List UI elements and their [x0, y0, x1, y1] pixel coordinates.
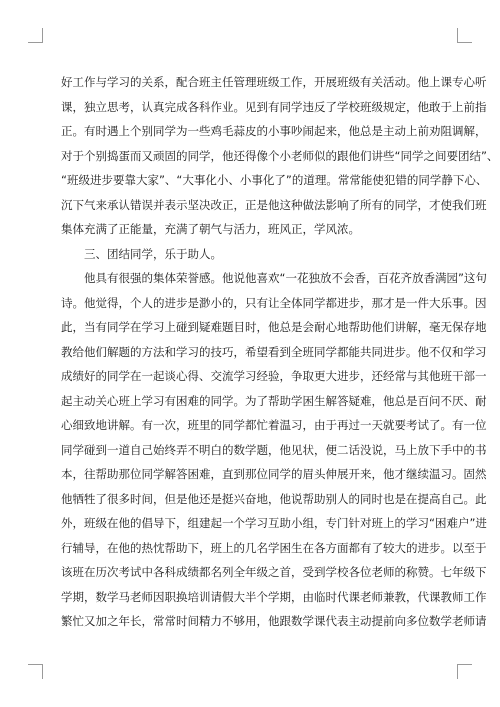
body-line: 对于个别捣蛋而又顽固的同学，他还得像个小老师似的跟他们讲些“同学之间要团结”、 [61, 148, 499, 163]
crop-mark-top-left [28, 28, 43, 43]
body-line: 该班在历次考试中各科成绩都名列全年级之首，受到学校各位老师的称赞。七年级下 [61, 565, 487, 579]
body-line: 同学碰到一道自己始终弄不明白的数学题，他见状，便二话没说，马上放下手中的书 [61, 442, 487, 457]
body-line: 正。有时遇上个别同学为一些鸡毛蒜皮的小事吵闹起来，他总是主动上前劝阻调解， [61, 124, 487, 138]
body-line: 此，当有同学在学习上碰到疑难题目时，他总是会耐心地帮助他们讲解，毫无保存地 [61, 320, 487, 334]
body-line: 诗。他觉得，个人的进步是渺小的，只有让全体同学都进步，那才是一件大乐事。因 [61, 295, 487, 310]
body-line: 好工作与学习的关系，配合班主任管理班级工作，开展班级有关活动。他上课专心听 [61, 75, 487, 89]
body-line: 本，往帮助那位同学解答困难，直到那位同学的眉头伸展开来，他才继续温习。固然 [61, 467, 487, 481]
body-line: “班级进步要靠大家”、“大事化小、小事化了”的道理。常常能使犯错的同学静下心、 [61, 173, 488, 187]
body-line: 他牺牲了很多时间，但是他还是挺兴奋地，他说帮助别人的同时也是在提高自己。此 [61, 491, 487, 506]
body-line: 起主动关心班上学习有困难的同学。为了帮助学困生解答疑难，他总是百问不厌、耐 [61, 393, 487, 408]
body-line: 成绩好的同学在一起谈心得、交流学习经验，争取更大进步，还经常与其他班干部一 [61, 369, 487, 383]
body-line: 课，独立思考，认真完成各科作业。见到有同学违反了学校班级规定，他敢于上前指 [61, 99, 487, 114]
body-line: 学期，数学马老师因职换培训请假大半个学期，由临时代课老师兼教，代课教师工作 [61, 589, 487, 604]
body-line: 沉下气来承认错误并表示坚决改正，正是他这种做法影响了所有的同学，才使我们班 [61, 197, 487, 212]
body-line: 他具有很强的集体荣誉感。他说他喜欢“一花独放不会香，百花齐放香满园”这句 [84, 271, 487, 285]
section-heading: 三、团结同学，乐于助人。 [84, 246, 222, 261]
body-line: 繁忙又加之年长，常常时间精力不够用，他跟数学课代表主动提前向多位数学老师请 [61, 614, 487, 628]
body-line: 教给他们解题的方法和学习的技巧，希望看到全班同学都能共同进步。他不仅和学习 [61, 344, 487, 359]
body-line: 集体充满了正能量，充满了朝气与活力，班风正，学风浓。 [61, 222, 360, 236]
crop-mark-bottom-left [28, 664, 43, 679]
crop-mark-top-right [457, 28, 472, 43]
body-line: 外，班级在他的倡导下，组建起一个学习互助小组，专门针对班上的学习“困难户”进 [61, 516, 487, 530]
document-body [61, 70, 499, 634]
crop-mark-bottom-right [457, 664, 472, 679]
body-line: 心细致地讲解。有一次，班里的同学都忙着温习，由于再过一天就要考试了。有一位 [61, 418, 487, 432]
body-line: 行辅导，在他的热忱帮助下，班上的几名学困生在各方面都有了较大的进步。以至于 [61, 540, 487, 555]
